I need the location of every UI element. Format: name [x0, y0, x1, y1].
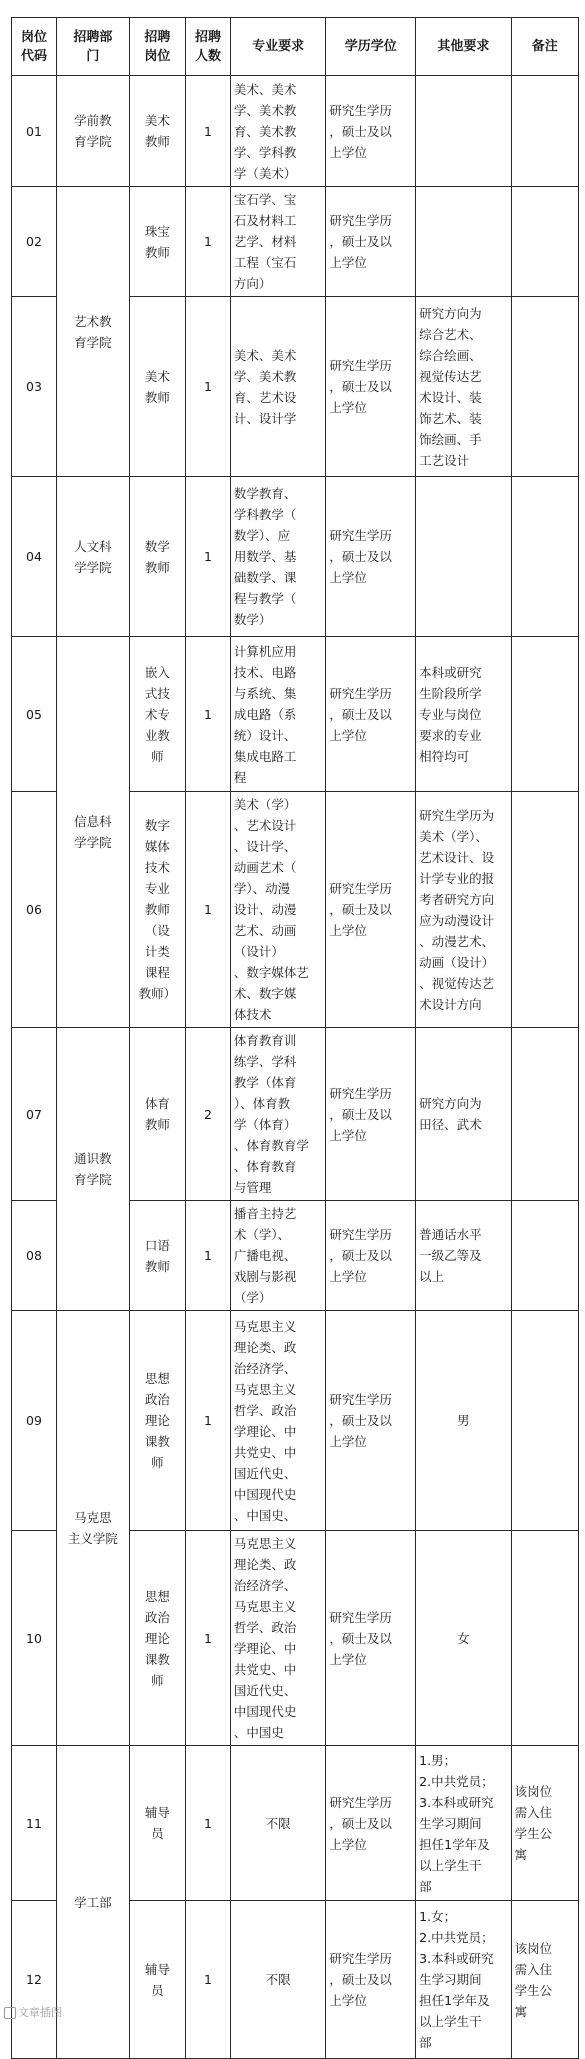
header-other: 其他要求 [416, 18, 511, 76]
cell-num: 1 [186, 76, 231, 187]
cell-post: 辅导 员 [129, 1901, 185, 2059]
cell-edu: 研究生学历 ，硕士及以 上学位 [326, 792, 416, 1028]
cell-edu: 研究生学历 ，硕士及以 上学位 [326, 1746, 416, 1901]
cell-post: 思想 政治 理论 课教 师 [129, 1311, 185, 1531]
cell-post: 口语 教师 [129, 1201, 185, 1311]
watermark-text: 文章插图 [18, 2006, 62, 2019]
table-row [12, 637, 579, 792]
cell-dept: 学工部 [56, 1746, 129, 2059]
cell-num: 1 [186, 187, 231, 297]
recruitment-table [11, 17, 579, 2059]
table-row [12, 477, 579, 637]
cell-other: 研究方向为 综合艺术、 综合绘画、 视觉传达艺 术设计、装 饰艺术、装 饰绘画、手 工艺设计 [416, 297, 511, 477]
header-row [12, 18, 579, 76]
cell-code: 03 [12, 297, 57, 477]
cell-major: 数学教育、 学科教学（ 数学）、应 用数学、基 础数学、课 程与教学（ 数学） [230, 477, 325, 637]
cell-other [416, 76, 511, 187]
table-row [12, 187, 579, 297]
cell-edu: 研究生学历 ，硕士及以 上学位 [326, 1201, 416, 1311]
cell-other: 女 [416, 1531, 511, 1746]
cell-major: 体育教育训 练学、学科 教学（体育 ）、体育教 学（体育） 、体育教育学 、体育教育 与管理 [230, 1028, 325, 1201]
cell-num: 1 [186, 1746, 231, 1901]
cell-other: 研究方向为 田径、武术 [416, 1028, 511, 1201]
cell-post: 珠宝 教师 [129, 187, 185, 297]
cell-num: 1 [186, 1311, 231, 1531]
cell-post: 辅导 员 [129, 1746, 185, 1901]
cell-num: 1 [186, 792, 231, 1028]
cell-note [511, 187, 578, 297]
cell-other: 男 [416, 1311, 511, 1531]
cell-note [511, 477, 578, 637]
cell-post: 美术 教师 [129, 297, 185, 477]
cell-note: 该岗位 需入住 学生公 寓 [511, 1901, 578, 2059]
cell-code: 07 [12, 1028, 57, 1201]
header-num: 招聘 人数 [186, 18, 231, 76]
header-dept: 招聘部 门 [56, 18, 129, 76]
cell-code: 05 [12, 637, 57, 792]
cell-note [511, 637, 578, 792]
cell-code: 02 [12, 187, 57, 297]
cell-major: 宝石学、宝 石及材料工 艺学、材料 工程（宝石 方向） [230, 187, 325, 297]
cell-major: 马克思主义 理论类、政 治经济学、 马克思主义 哲学、政治 学理论、中 共党史、中 国近代史、 中国现代史 、中国史、 [230, 1311, 325, 1531]
cell-note [511, 1311, 578, 1531]
cell-note: 该岗位 需入住 学生公 寓 [511, 1746, 578, 1901]
cell-major: 不限 [230, 1746, 325, 1901]
cell-edu: 研究生学历 ，硕士及以 上学位 [326, 1028, 416, 1201]
table-row [12, 1028, 579, 1201]
watermark-logo-icon [4, 2007, 16, 2019]
cell-note [511, 1201, 578, 1311]
cell-code: 11 [12, 1746, 57, 1901]
cell-note [511, 297, 578, 477]
cell-post: 数字 媒体 技术 专业 教师 （设 计类 课程 教师） [129, 792, 185, 1028]
header-major: 专业要求 [230, 18, 325, 76]
cell-other: 研究生学历为 美术（学）、 艺术设计、设 计学专业的报 考者研究方向 应为动漫设计 、动漫艺术、 动画（设计） 、视觉传达艺 术设计方向 [416, 792, 511, 1028]
cell-other [416, 187, 511, 297]
cell-major: 马克思主义 理论类、政 治经济学、 马克思主义 哲学、政治 学理论、中 共党史、中 国近代史、 中国现代史 、中国史 [230, 1531, 325, 1746]
cell-edu: 研究生学历 ，硕士及以 上学位 [326, 187, 416, 297]
cell-edu: 研究生学历 ，硕士及以 上学位 [326, 1901, 416, 2059]
cell-code: 04 [12, 477, 57, 637]
cell-edu: 研究生学历 ，硕士及以 上学位 [326, 1311, 416, 1531]
table-row [12, 1746, 579, 1901]
cell-other: 1.男； 2.中共党员； 3.本科或研究 生学习期间 担任1学年及 以上学生干 部 [416, 1746, 511, 1901]
cell-code: 08 [12, 1201, 57, 1311]
cell-dept: 学前教 育学院 [56, 76, 129, 187]
cell-post: 数学 教师 [129, 477, 185, 637]
cell-other: 本科或研究 生阶段所学 专业与岗位 要求的专业 相符均可 [416, 637, 511, 792]
cell-note [511, 1531, 578, 1746]
cell-num: 1 [186, 637, 231, 792]
cell-code: 09 [12, 1311, 57, 1531]
cell-code: 10 [12, 1531, 57, 1746]
header-post: 招聘 岗位 [129, 18, 185, 76]
cell-post: 美术 教师 [129, 76, 185, 187]
cell-edu: 研究生学历 ，硕士及以 上学位 [326, 637, 416, 792]
header-note: 备注 [511, 18, 578, 76]
cell-major: 播音主持艺 术（学）、 广播电视、 戏剧与影视 （学） [230, 1201, 325, 1311]
cell-post: 思想 政治 理论 课教 师 [129, 1531, 185, 1746]
cell-dept: 马克思 主义学院 [56, 1311, 129, 1746]
cell-other [416, 477, 511, 637]
table-row [12, 76, 579, 187]
cell-num: 1 [186, 1531, 231, 1746]
cell-major: 美术、美术 学、美术教 育、美术教 学、学科教 学（美术） [230, 76, 325, 187]
header-edu: 学历学位 [326, 18, 416, 76]
cell-code: 06 [12, 792, 57, 1028]
cell-edu: 研究生学历 ，硕士及以 上学位 [326, 297, 416, 477]
cell-other: 1.女； 2.中共党员； 3.本科或研究 生学习期间 担任1学年及 以上学生干 部 [416, 1901, 511, 2059]
cell-dept: 通识教 育学院 [56, 1028, 129, 1311]
cell-major: 计算机应用 技术、电路 与系统、集 成电路（系 统）设计、 集成电路工 程 [230, 637, 325, 792]
cell-edu: 研究生学历 ，硕士及以 上学位 [326, 477, 416, 637]
cell-note [511, 1028, 578, 1201]
cell-dept: 艺术教 育学院 [56, 187, 129, 477]
cell-post: 嵌入 式技 术专 业教 师 [129, 637, 185, 792]
cell-num: 2 [186, 1028, 231, 1201]
cell-note [511, 76, 578, 187]
cell-major: 美术（学） 、艺术设计 、设计学、 动画艺术（ 学）、动漫 设计、动漫 艺术、动画 （设计） 、数字媒体艺 术、数字媒 体技术 [230, 792, 325, 1028]
cell-post: 体育 教师 [129, 1028, 185, 1201]
table-row [12, 1311, 579, 1531]
cell-num: 1 [186, 297, 231, 477]
cell-other: 普通话水平 一级乙等及 以上 [416, 1201, 511, 1311]
header-code: 岗位 代码 [12, 18, 57, 76]
cell-code: 12 [12, 1901, 57, 2059]
cell-note [511, 792, 578, 1028]
cell-num: 1 [186, 477, 231, 637]
cell-edu: 研究生学历 ，硕士及以 上学位 [326, 1531, 416, 1746]
cell-major: 不限 [230, 1901, 325, 2059]
cell-dept: 信息科 学学院 [56, 637, 129, 1028]
cell-code: 01 [12, 76, 57, 187]
cell-edu: 研究生学历 ，硕士及以 上学位 [326, 76, 416, 187]
cell-dept: 人文科 学学院 [56, 477, 129, 637]
cell-major: 美术、美术 学、美术教 育、艺术设 计、设计学 [230, 297, 325, 477]
watermark [4, 2004, 62, 2020]
cell-num: 1 [186, 1901, 231, 2059]
cell-num: 1 [186, 1201, 231, 1311]
